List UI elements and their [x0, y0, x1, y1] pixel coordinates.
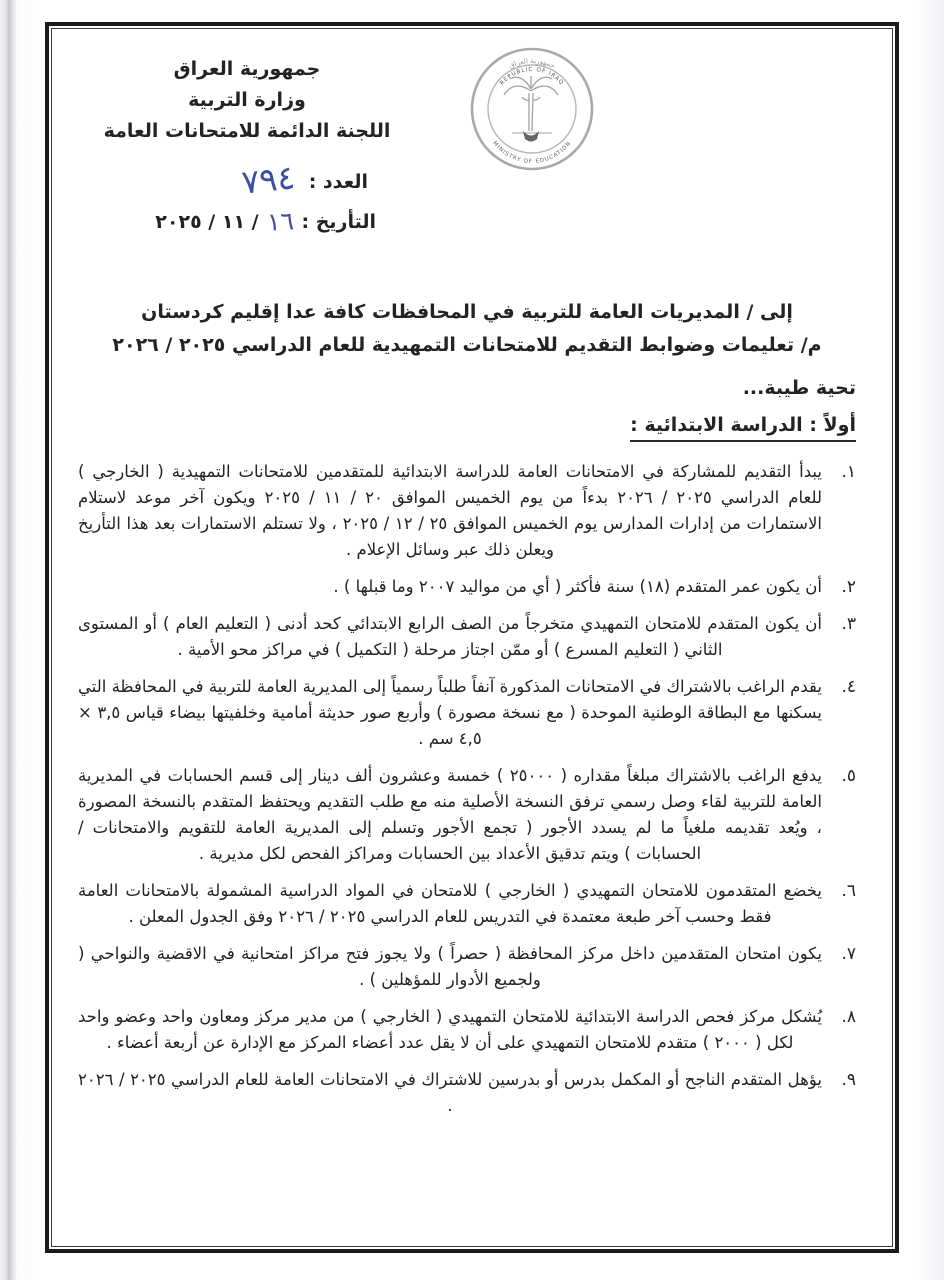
seal-top-text: REPUBLIC OF IRAQ — [499, 66, 565, 87]
instructions-list — [78, 459, 856, 1119]
seal-top-arabic: جمهورية العراق — [507, 56, 557, 71]
list-item-text: يكون امتحان المتقدمين داخل مركز المحافظة ( حصراً ) ولا يجوز فتح مراكز امتحانية في الاقضية والنواحي ( ولجميع الأدوار للمؤهلين ) . — [78, 944, 822, 989]
list-item-number: ٧. — [841, 944, 856, 964]
letterhead-text-block — [96, 54, 398, 236]
ministry-seal — [468, 45, 596, 173]
seal-bottom-text: MINISTRY OF EDUCATION — [491, 140, 573, 166]
list-item — [78, 459, 856, 563]
document-number-line — [96, 156, 398, 205]
list-item-number: ٩. — [841, 1070, 856, 1090]
addressee-line: إلى / المديريات العامة للتربية في المحافظات كافة عدا إقليم كردستان — [141, 301, 793, 323]
ministry-name: وزارة التربية — [188, 89, 306, 111]
subject-line: م/ تعليمات وضوابط التقديم للامتحانات التمهيدية للعام الدراسي ٢٠٢٥ / ٢٠٢٦ — [112, 334, 822, 356]
svg-text:REPUBLIC OF IRAQ — [499, 67, 564, 87]
letter-content — [52, 29, 892, 1246]
list-item-number: ٣. — [841, 614, 856, 634]
list-item-number: ٦. — [841, 881, 856, 901]
section-heading — [78, 414, 856, 442]
letterhead — [78, 29, 856, 301]
list-item-text: يُشكل مركز فحص الدراسة الابتدائية للامتحان التمهيدي ( الخارجي ) من مدير مركز ومعاون واحد وعضو واحد لكل ( ٢٠٠٠ ) متقدم للامتحان التمهيدي على أن لا يقل عدد أعضاء المركز مع الإدارة عن أربعة أعضاء . — [78, 1007, 822, 1052]
list-item-text: أن يكون عمر المتقدم (١٨) سنة فأكثر ( أي من مواليد ٢٠٠٧ وما قبلها ) . — [333, 577, 822, 596]
palm-tree-emblem — [504, 76, 558, 133]
list-item-number: ١. — [841, 462, 856, 482]
list-item-text: أن يكون المتقدم للامتحان التمهيدي متخرجاً من الصف الرابع الابتدائي كحد أدنى ( التعليم العام ) أو المستوى الثاني ( التعليم المسرع ) أو ممّن اجتاز مرحلة ( التكميل ) في مراكز محو الأمية . — [78, 614, 822, 659]
list-item — [78, 611, 856, 663]
document-date-line — [96, 207, 398, 236]
page-border-frame — [45, 22, 899, 1253]
list-item — [78, 941, 856, 993]
list-item — [78, 878, 856, 930]
page-border-inner-rule — [51, 28, 893, 1247]
list-item-number: ٨. — [841, 1007, 856, 1027]
printed-date: / ١١ / ٢٠٢٥ — [155, 210, 259, 233]
list-item — [78, 1004, 856, 1056]
list-item — [78, 1067, 856, 1119]
date-label: التأريخ : — [301, 210, 376, 233]
handwritten-date-day: ١٦ — [265, 206, 295, 237]
list-item — [78, 674, 856, 752]
ministry-seal-icon — [468, 45, 596, 173]
list-item — [78, 574, 856, 600]
list-item-number: ٥. — [841, 766, 856, 786]
country-name: جمهورية العراق — [173, 58, 321, 80]
greeting-line: تحية طيبة... — [742, 377, 856, 399]
list-item-number: ٤. — [841, 677, 856, 697]
list-item-text: يدفع الراغب بالاشتراك مبلغاً مقداره ( ٢٥٠٠٠ ) خمسة وعشرون ألف دينار إلى قسم الحسابات في المديرية العامة للتربية لقاء وصل رسمي ترفق النسخة الأصلية منه مع طلب التقديم ويحتفظ المتقدم بالنسخة المصورة ، ويُعد تقديمه ملغياً ما لم يسدد الأجور ( تجمع الأجور وتسلم إلى المديرية العامة للتقويم والامتحانات / الحسابات ) ويتم تدقيق الأعداد بين الحسابات ومراكز الفحص لكل مديرية . — [78, 766, 822, 863]
handwritten-number: ٧٩٤ — [239, 156, 297, 202]
list-item-text: يبدأ التقديم للمشاركة في الامتحانات العامة للدراسة الابتدائية للمتقدمين للامتحانات التمهيدية ( الخارجي ) للعام الدراسي ٢٠٢٥ / ٢٠٢٦ بدءاً من يوم الخميس الموافق ٢٠ / ١١ / ٢٠٢٥ ويكون آخر موعد لاستلام الاستمارات من إدارات المدارس يوم الخميس الموافق ٢٥ / ١٢ / ٢٠٢٥ ، ولا تستلم الاستمارات بعد هذا التأريخ ويعلن ذلك عبر وسائل الإعلام . — [78, 462, 822, 559]
list-item-number: ٢. — [841, 577, 856, 597]
committee-name: اللجنة الدائمة للامتحانات العامة — [103, 120, 391, 142]
list-item-text: يؤهل المتقدم الناجح أو المكمل بدرس أو بدرسين للاشتراك في الامتحانات العامة للعام الدراسي ٢٠٢٥ / ٢٠٢٦ . — [78, 1070, 822, 1115]
number-label: العدد : — [308, 171, 368, 193]
section-heading-text: أولاً : الدراسة الابتدائية : — [630, 414, 856, 442]
list-item — [78, 763, 856, 867]
list-item-text: يقدم الراغب بالاشتراك في الامتحانات المذكورة آنفاً طلباً رسمياً إلى المديرية العامة للتربية في المحافظة التي يسكنها مع البطاقة الوطنية الموحدة ( مع نسخة مصورة ) وأربع صور حديثة أمامية وخلفيتها بيضاء قياس ٣,٥ × ٤,٥ سم . — [78, 677, 822, 748]
list-item-text: يخضع المتقدمون للامتحان التمهيدي ( الخارجي ) للامتحان في المواد الدراسية المشمولة بالامتحانات العامة فقط وحسب آخر طبعة معتمدة في التدريس للعام الدراسي ٢٠٢٥ / ٢٠٢٦ وفق الجدول المعلن . — [78, 881, 822, 926]
